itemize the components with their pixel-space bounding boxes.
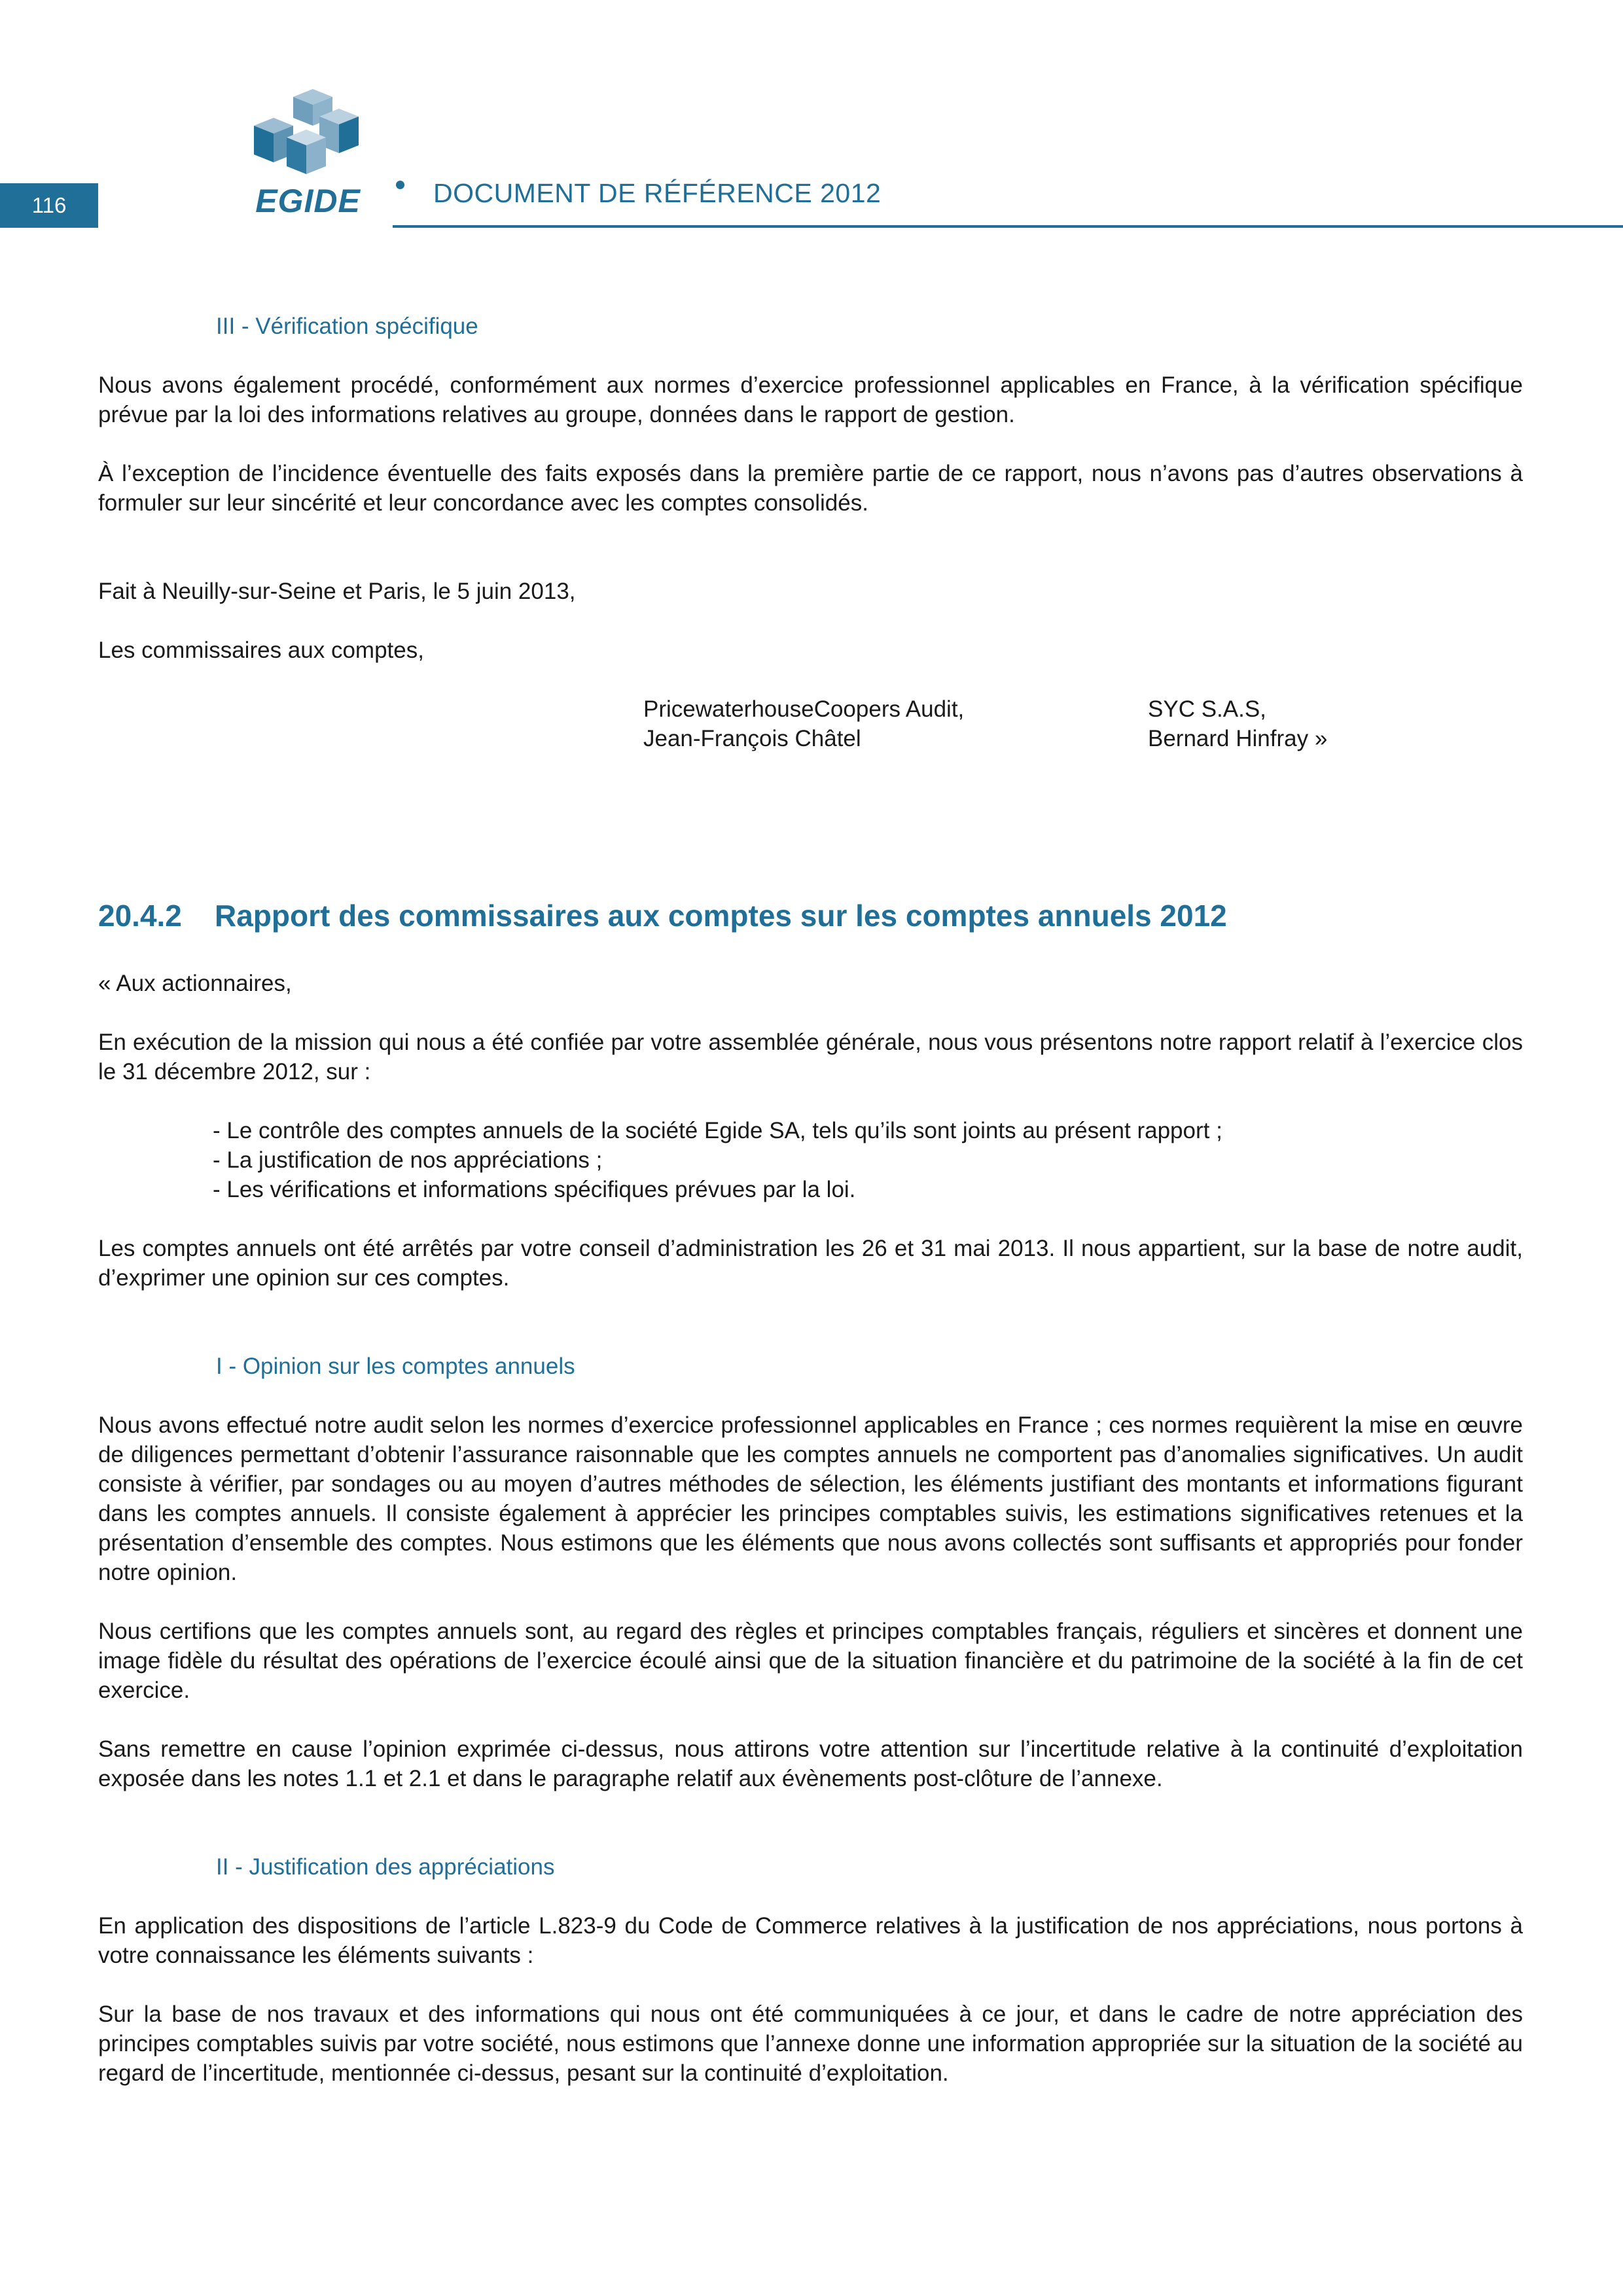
mission-list — [213, 1116, 1222, 1204]
subheading-justification: II - Justification des appréciations — [216, 1854, 555, 1880]
subheading-specific-verification: III - Vérification spécifique — [216, 314, 478, 339]
paragraph-mission: En exécution de la mission qui nous a été confiée par votre assemblée générale, nous vous présentons notre rapport relatif à l’exercice clos le 31 décembre 2012, sur : — [98, 1030, 1523, 1085]
page-number: 116 — [0, 183, 98, 228]
header-bullet-icon — [396, 181, 404, 189]
paragraph-article: En application des dispositions de l’article L.823-9 du Code de Commerce relatives à la justification de nos appréciations, nous portons à votre connaissance les éléments suivants : — [98, 1913, 1523, 1968]
paragraph-no-observations: À l’exception de l’incidence éventuelle des faits exposés dans la première partie de ce rapport, nous n’avons pas d’autres observations à formuler sur leur sincérité et leur concordance avec les comptes consolidés. — [98, 461, 1523, 516]
document-title: DOCUMENT DE RÉFÉRENCE 2012 — [433, 178, 882, 208]
logo-text: EGIDE — [255, 183, 361, 219]
signatory-person: Jean-François Châtel — [643, 726, 861, 751]
greeting: « Aux actionnaires, — [98, 971, 292, 996]
egide-logo — [247, 85, 368, 219]
header-divider — [393, 225, 1623, 228]
paragraph-accounts-approved: Les comptes annuels ont été arrêtés par votre conseil d’administration les 26 et 31 mai 2013. Il nous appartient, sur la base de notre audit, d’exprimer une opinion sur ces comptes. — [98, 1236, 1523, 1291]
signatory-person: Bernard Hinfray » — [1148, 726, 1328, 751]
list-item: - Le contrôle des comptes annuels de la société Egide SA, tels qu’ils sont joints au présent rapport ; — [213, 1118, 1222, 1143]
place-date: Fait à Neuilly-sur-Seine et Paris, le 5 juin 2013, — [98, 579, 576, 604]
paragraph-certification: Nous certifions que les comptes annuels sont, au regard des règles et principes comptables français, réguliers et sincères et donnent une image fidèle du résultat des opérations de l’exercice écoulé ainsi que de la situation financière et du patrimoine de la société à la fin de cet exercice. — [98, 1619, 1523, 1703]
section-number: 20.4.2 — [98, 899, 182, 933]
auditors-intro: Les commissaires aux comptes, — [98, 637, 424, 663]
section-title: Rapport des commissaires aux comptes sur les comptes annuels 2012 — [215, 899, 1227, 933]
signatory-firm: PricewaterhouseCoopers Audit, — [643, 696, 965, 722]
subheading-opinion: I - Opinion sur les comptes annuels — [216, 1354, 575, 1379]
section-heading — [98, 898, 1227, 933]
logo-cubes-icon — [247, 85, 368, 183]
paragraph-audit-standards: Nous avons effectué notre audit selon les normes d’exercice professionnel applicables en France ; ces normes requièrent la mise en œuvre de diligences permettant d’obtenir l’assurance raisonnable que les comptes annuels ne comportent pas d’anomalies significatives. Un audit consiste à vérifier, par sondages ou au moyen d’autres méthodes de sélection, les éléments justifiant des montants et informations figurant dans les comptes annuels. Il consiste également à apprécier les principes comptables suivis, les estimations significatives retenues et la présentation d’ensemble des comptes. Nous estimons que les éléments que nous avons collectés sont suffisants et appropriés pour fonder notre opinion. — [98, 1412, 1523, 1585]
list-item: - La justification de nos appréciations ; — [213, 1147, 603, 1173]
signatory-pwc — [643, 694, 964, 753]
list-item: - Les vérifications et informations spécifiques prévues par la loi. — [213, 1177, 856, 1202]
signatory-syc — [1148, 694, 1327, 753]
paragraph-specific-verification: Nous avons également procédé, conformément aux normes d’exercice professionnel applicables en France, à la vérification spécifique prévue par la loi des informations relatives au groupe, données dans le rapport de gestion. — [98, 372, 1523, 427]
signatory-firm: SYC S.A.S, — [1148, 696, 1266, 722]
paragraph-going-concern: Sans remettre en cause l’opinion exprimée ci-dessus, nous attirons votre attention sur l’incertitude relative à la continuité d’exploitation exposée dans les notes 1.1 et 2.1 et dans le paragraphe relatif aux évènements post-clôture de l’annexe. — [98, 1736, 1523, 1791]
paragraph-appreciation: Sur la base de nos travaux et des informations qui nous ont été communiquées à ce jour, et dans le cadre de notre appréciation des principes comptables suivis par votre société, nous estimons que l’annexe donne une information appropriée sur la situation de la société au regard de l’incertitude, mentionnée ci-dessus, pesant sur la continuité d’exploitation. — [98, 2001, 1523, 2086]
